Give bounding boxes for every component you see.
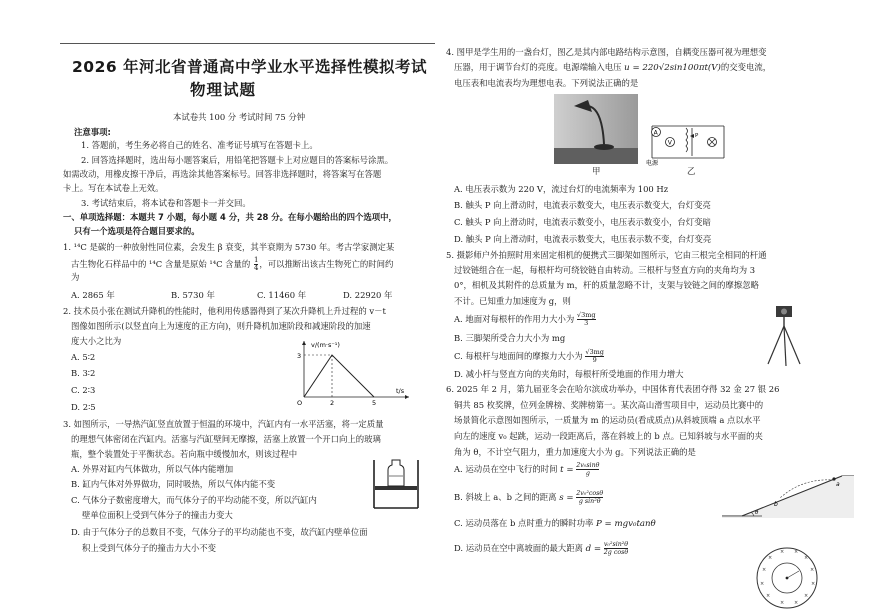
q1-option-c: C. 11460 年	[257, 290, 307, 300]
voltmeter-label: V	[667, 139, 672, 147]
top-rule	[60, 43, 435, 44]
lamp-photo-table	[554, 148, 638, 164]
q6-line-5: 角为 θ，不计空气阻力，重力加速度大小为 g。下列说法正确的是	[454, 447, 696, 457]
tripod-leg-left	[768, 326, 784, 364]
exam-title: 2026 年河北省普通高中学业水平选择性模拟考试	[72, 58, 428, 76]
q2-y-axis-label: v/(m·s⁻¹)	[311, 341, 340, 349]
q6-option-d-den: 2g cosθ	[603, 549, 629, 556]
ski-slope-diagram	[722, 470, 854, 520]
tripod-leg-right	[784, 326, 800, 364]
lamp-base	[594, 144, 614, 150]
q2-vt-graph	[294, 337, 414, 407]
q2-y-tick: 3	[297, 352, 302, 360]
piston	[375, 486, 417, 490]
q6-option-b-text: B. 斜坡上 a、b 之间的距离	[454, 492, 557, 502]
svg-text:×: ×	[780, 549, 785, 555]
q6-option-a-fraction	[576, 462, 599, 477]
q1-option-d: D. 22920 年	[343, 290, 393, 300]
lamp-photo	[554, 94, 638, 164]
q2-origin-label: O	[297, 399, 303, 407]
q1-fraction	[254, 257, 258, 272]
q2-x-tick-1: 2	[330, 399, 335, 407]
theta-label: θ	[755, 510, 759, 516]
point-b-label: b	[774, 501, 778, 508]
q4-option-d: D. 触头 P 向上滑动时，电流表示数变大，电压表示数不变，台灯变亮	[454, 234, 712, 244]
q6-option-b-lhs: s =	[559, 493, 574, 503]
q6-option-d-text: D. 运动员在空中离坡面的最大距离	[454, 543, 583, 553]
q6-option-a	[454, 462, 599, 477]
q3-line-1: 3. 如图所示，一导热汽缸竖直放置于恒温的环境中，汽缸内有一水平活塞，将一定质量	[63, 419, 384, 429]
q1-fraction-den: 4	[253, 264, 259, 272]
svg-text:×: ×	[804, 555, 809, 561]
svg-text:×: ×	[811, 581, 816, 587]
q5-line-2: 过铰链组合在一起，每根杆均可绕铰链自由转动。三根杆与竖直方向的夹角均为 3	[454, 265, 756, 275]
magnetic-field-diagram	[754, 545, 820, 611]
svg-text:×: ×	[766, 593, 771, 599]
fig-label-jia: 甲	[592, 166, 601, 176]
q2-x-axis-label: t/s	[396, 387, 405, 395]
notes-line-1: 1. 答题前，考生务必将自己的姓名、准考证号填写在答题卡上。	[81, 140, 318, 150]
transformer-coil	[686, 128, 688, 152]
q6-option-c	[454, 518, 656, 530]
svg-text:×: ×	[762, 567, 767, 573]
q6-option-d-num: v₀²sin²θ	[603, 541, 629, 548]
slope-fill	[722, 476, 854, 518]
q3-cylinder-diagram	[366, 456, 426, 512]
camera-lens	[781, 309, 787, 315]
q6-option-a-den: g	[585, 470, 590, 477]
notes-heading: 注意事项:	[74, 127, 111, 137]
q6-line-4: 向左的速度 v₀ 起跳，运动一段距离后，落在斜坡上的 b 点。已知斜坡与水平面的夹	[454, 431, 763, 441]
q5-option-a-num: √3mg	[576, 311, 596, 319]
q1-fraction-num: 1	[253, 256, 259, 264]
q1-option-b: B. 5730 年	[171, 290, 215, 300]
fig-label-yi: 乙	[687, 166, 696, 176]
svg-text:×: ×	[794, 600, 799, 606]
q1-line-3: 为	[71, 272, 80, 282]
q6-option-a-text: A. 运动员在空中飞行的时间	[454, 464, 558, 474]
q6-option-d-fraction	[604, 541, 628, 556]
q4-line-2	[454, 62, 771, 74]
section1-heading-1: 一、单项选择题：本题共 7 小题，每小题 4 分，共 28 分。在每小题给出的四个选项中，	[63, 212, 397, 222]
q4-line-2-text: 压器，用于调节台灯的亮度。电源端输入电压	[454, 62, 622, 72]
svg-text:×: ×	[760, 581, 765, 587]
subject-title: 物理试题	[190, 81, 257, 99]
q4-option-b: B. 触头 P 向上滑动时，电流表示数变大，电压表示数变大，台灯变亮	[454, 200, 711, 210]
svg-text:×: ×	[780, 600, 785, 606]
q5-line-4: 不计。已知重力加速度为 g，则	[454, 296, 571, 306]
section1-heading-2: 只有一个选项是符合题目要求的。	[74, 226, 200, 236]
q6-option-b-den: g sin²θ	[578, 498, 601, 505]
q3-option-d: D. 由于气体分子的总数目不变，气体分子的平均动能也不变，故汽缸内壁单位面	[71, 527, 368, 537]
svg-text:×: ×	[804, 593, 809, 599]
q1-line-2	[71, 257, 393, 272]
source-label: 电源	[646, 160, 659, 166]
radius-line	[787, 571, 799, 578]
q6-line-1: 6. 2025 年 2 月，第九届亚冬会在哈尔滨成功举办，中国体育代表团夺得 32 金 27 银 26	[446, 384, 780, 394]
q6-option-c-formula: P = mgv₀tanθ	[596, 519, 656, 529]
q1-line-1: 1. ¹⁴C 是碳的一种放射性同位素，会发生 β 衰变，其半衰期为 5730 年。考古学家测定某	[63, 242, 395, 252]
q4-line-3: 电压表和电流表均为理想电表。下列说法正确的是	[454, 78, 639, 88]
svg-text:×: ×	[768, 555, 773, 561]
q1-option-a: A. 2865 年	[71, 290, 115, 300]
q5-option-d: D. 减小杆与竖直方向的夹角时，每根杆所受地面的作用力增大	[454, 369, 684, 379]
q2-option-b: B. 3∶2	[71, 368, 96, 378]
slider-label: P	[695, 133, 699, 139]
q6-option-a-num: 2v₀sinθ	[576, 462, 600, 469]
svg-text:×: ×	[810, 567, 815, 573]
q5-option-c-den: 9	[592, 356, 597, 364]
q6-option-c-text: C. 运动员落在 b 点时重力的瞬时功率	[454, 518, 594, 528]
tripod-photo	[764, 304, 804, 368]
q1-line-2-tail: ，可以推断出该古生物死亡的时间约	[259, 259, 394, 269]
q5-option-a	[454, 312, 596, 327]
q4-voltage-formula: u = 220√2sin100πt(V)	[624, 63, 721, 73]
exam-info: 本试卷共 100 分 考试时间 75 分钟	[173, 112, 306, 122]
q4-line-2-tail: 的交变电流，	[720, 62, 772, 72]
notes-line-4: 卡上。写在本试卷上无效。	[63, 183, 164, 193]
q6-option-b-num: 2v₀²cosθ	[576, 490, 604, 497]
q5-line-3: 0°，相机及其附件的总质量为 m，杆的质量忽略不计，支架与铰链之间的摩擦忽略	[454, 280, 759, 290]
q6-option-b	[454, 490, 603, 505]
q2-y-arrow	[302, 341, 306, 345]
notes-line-2: 2. 回答选择题时，选出每小题答案后，用铅笔把答题卡上对应题目的答案标号涂黑。	[81, 155, 394, 165]
q5-option-c-num: √3mg	[585, 348, 604, 356]
point-a-label: a	[836, 481, 840, 488]
q4-option-c: C. 触头 P 向上滑动时，电流表示数变小，电压表示数变小，台灯变暗	[454, 217, 711, 227]
q5-option-a-den: 3	[584, 319, 589, 327]
q6-option-d-lhs: d =	[585, 544, 602, 554]
notes-line-5: 3. 考试结束后，将本试卷和答题卡一并交回。	[81, 198, 251, 208]
q3-option-d-cont: 积上受到气体分子的撞击力大小不变	[82, 543, 216, 553]
q2-line-1: 2. 技术员小张在测试升降机的性能时，他利用传感器得到了某次升降机上升过程的 v－t	[63, 306, 386, 316]
q3-line-2: 的理想气体密闭在汽缸内。活塞与汽缸壁间无摩擦，活塞上放置一个开口向上的玻璃	[71, 434, 381, 444]
q3-option-b: B. 缸内气体对外界做功，同时吸热，所以气体内能不变	[71, 479, 276, 489]
q5-option-a-fraction	[577, 312, 596, 327]
q2-x-arrow	[405, 395, 409, 399]
q6-line-2: 铜共 85 枚奖牌，位列金牌榜、奖牌榜第一。某次高山滑雪项目中，运动员比赛中的	[454, 400, 764, 410]
q4-option-a: A. 电压表示数为 220 V，流过台灯的电流频率为 100 Hz	[454, 184, 669, 194]
q3-line-3: 瓶，整个装置处于平衡状态。若向瓶中缓慢加水，则该过程中	[71, 449, 298, 459]
q2-x-tick-2: 5	[372, 399, 377, 407]
ammeter-label: A	[653, 129, 658, 137]
q3-option-c: C. 气体分子数密度增大，而气体分子的平均动能不变，所以汽缸内	[71, 495, 317, 505]
q5-option-a-text: A. 地面对每根杆的作用力大小为	[454, 314, 575, 324]
q4-line-1: 4. 图甲是学生用的一盏台灯，图乙是其内部电路结构示意图，自耦变压器可视为理想变	[446, 47, 767, 57]
q2-line-2: 图像如图所示(以竖直向上为速度的正方向)，则升降机加速阶段和减速阶段的加速	[71, 321, 371, 331]
svg-text:×: ×	[794, 549, 799, 555]
q6-line-3: 场景简化示意图如图所示，一质量为 m 的运动员(看成质点)从斜坡顶端 a 点以水平	[454, 415, 761, 425]
q2-option-a: A. 5∶2	[71, 352, 96, 362]
q5-line-1: 5. 摄影师户外拍照时用来固定相机的便携式三脚架如图所示，它由三根完全相同的杆通	[446, 250, 767, 260]
q3-option-a: A. 外界对缸内气体做功，所以气体内能增加	[71, 464, 234, 474]
tripod-leg-back	[784, 326, 786, 366]
q6-option-a-lhs: t =	[560, 465, 574, 475]
q6-option-b-fraction	[576, 490, 603, 505]
q3-option-c-cont: 壁单位面积上受到气体分子的撞击力变大	[82, 510, 233, 520]
q5-option-b: B. 三脚架所受合力大小为 mg	[454, 333, 566, 343]
q2-line-3: 度大小之比为	[71, 336, 122, 346]
q5-option-c-fraction	[585, 349, 604, 364]
q1-line-2-text: 古生物化石样品中的 ¹⁴C 含量是原始 ¹⁴C 含量的	[71, 259, 251, 269]
q5-option-c	[454, 349, 604, 364]
q5-option-c-text: C. 每根杆与地面间的摩擦力大小为	[454, 351, 583, 361]
q2-vt-line	[304, 355, 374, 397]
transformer-circuit	[646, 118, 728, 166]
q2-option-c: C. 2∶3	[71, 385, 96, 395]
q6-option-d	[454, 541, 628, 556]
q2-option-d: D. 2∶5	[71, 402, 96, 412]
notes-line-3: 如需改动，用橡皮擦干净后，再选涂其他答案标号。回答非选择题时，将答案写在答题	[63, 169, 382, 179]
glass-bottle	[388, 460, 404, 486]
